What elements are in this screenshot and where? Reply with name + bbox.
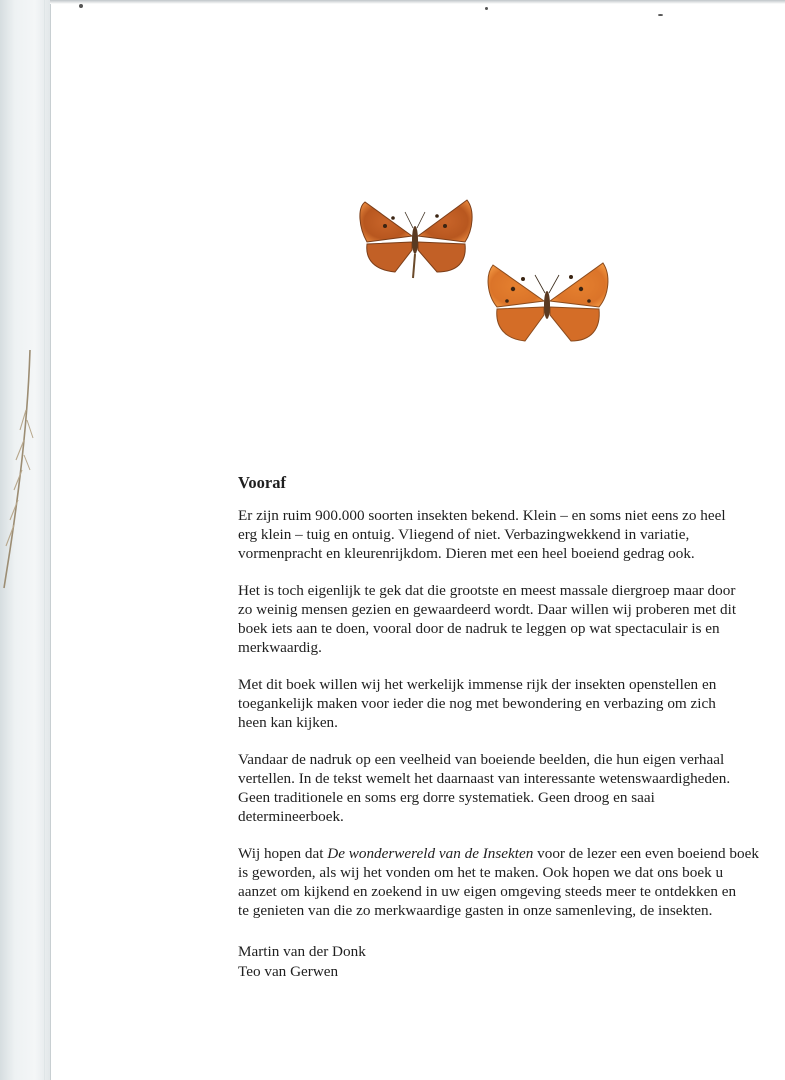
author-name: Martin van der Donk xyxy=(238,943,366,960)
butterfly-lower xyxy=(488,263,608,341)
signature xyxy=(238,942,783,982)
paragraph: Vandaar de nadruk op een veelheid van boeiende beelden, die hun eigen verhaal vertellen. In de tekst wemelt het daarnaast van interessante wetenswaardigheden. Geen traditionele en soms erg dorre systematiek. Geen droog en saai determineerboek. xyxy=(238,751,731,825)
dust-speck xyxy=(485,7,488,10)
author-name: Teo van Gerwen xyxy=(238,963,339,980)
paragraph-text: voor de lezer een even boeiend boek is geworden, als wij het vonden om het te maken. Ook hopen we dat ons boek u aanzet om kijkend en zoekend in uw eigen omgeving steeds meer te ontdekken en te genieten van die zo merkwaardige gasten in onze samenleving, de insekten. xyxy=(238,845,759,919)
page-gutter-line xyxy=(44,0,45,1080)
dust-speck xyxy=(79,4,83,8)
book-title: De wonderwereld van de Insekten xyxy=(327,845,534,862)
preface-section xyxy=(238,472,783,982)
plant-stalk-image xyxy=(0,350,40,590)
butterfly-pair-illustration xyxy=(355,195,615,360)
paragraph xyxy=(238,844,783,920)
butterfly-upper xyxy=(360,200,472,278)
paragraph-text: Wij hopen dat xyxy=(238,845,328,862)
dust-speck xyxy=(658,14,663,16)
section-heading: Vooraf xyxy=(238,473,286,492)
top-shadow xyxy=(50,0,785,4)
paragraph: Er zijn ruim 900.000 soorten insekten bekend. Klein – en soms niet eens zo heel erg klein – tuig en ontuig. Vliegend of niet. Verbazingwekkend in variatie, vormenpracht en kleurenrijkdom. Dieren met een heel boeiend gedrag ook. xyxy=(238,507,726,562)
paragraph: Met dit boek willen wij het werkelijk immense rijk der insekten openstellen en toegankelijk maken voor ieder die nog met bewondering en verbazing om zich heen kan kijken. xyxy=(238,676,717,731)
page-edge-line xyxy=(50,0,51,1080)
paragraph: Het is toch eigenlijk te gek dat die grootste en meest massale diergroep maar door zo weinig mensen gezien en gewaardeerd wordt. Daar willen wij proberen met dit boek iets aan te doen, vooral door de nadruk te leggen op wat spectaculair is en merkwaardig. xyxy=(238,582,737,656)
